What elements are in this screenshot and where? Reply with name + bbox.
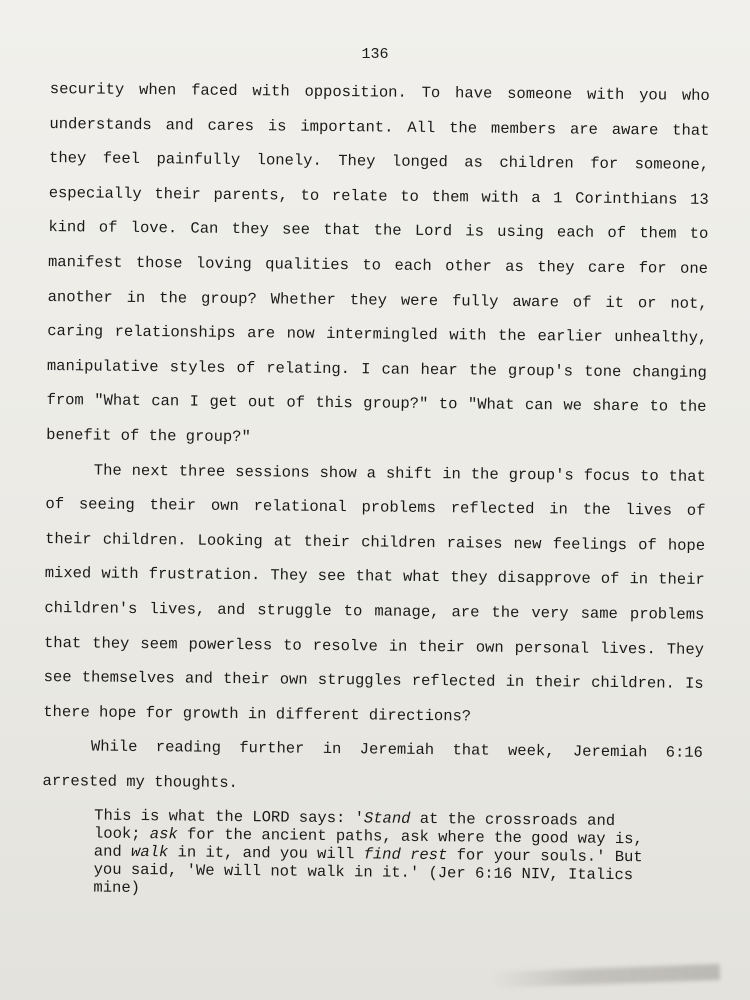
blurred-bleed-through-text	[490, 964, 720, 988]
quote-text-5: for your souls.' But you said, 'We will not walk in it.' (Jer 6:16 NIV, Italics mine)	[93, 846, 643, 898]
quote-italic-ask: ask	[149, 825, 178, 844]
paragraph-jeremiah-intro: While reading further in Jeremiah that week, Jeremiah 6:16 arrested my thoughts.	[42, 737, 703, 792]
quote-text-3: for the ancient paths, ask where the good way is, and	[93, 825, 643, 862]
quote-text-4: in it, and you will	[168, 843, 364, 864]
paragraph-continued: security when faced with opposition. To have someone with you who understands and cares is important. All the members are aware that they feel painfully lonely. They longed as children for someone, especially their parents, to relate to them with a 1 Corinthians 13 kind of love. Can they see that the Lord is using each of them to manifest those loving qualities to each other as they care for one another in the group? Whether they were fully aware of it or not, caring relationships are now intermingled with the earlier unhealthy, manipulative styles of relating. I can hear the group's tone changing from "What can I get out of this group?" to "What can we share to the benefit of the group?"	[46, 79, 710, 447]
page-number: 136	[361, 46, 389, 63]
quote-italic-find-rest: find rest	[363, 845, 448, 865]
block-quote-jeremiah	[93, 807, 654, 903]
quote-text-1: This is what the LORD says: '	[94, 806, 365, 828]
paragraph-sessions-shift: The next three sessions show a shift in the group's focus to that of seeing their own relational problems reflected in the lives of their children. Looking at their children raises new feelings of hope mixed with frustration. They see that what they disapprove of in their children's lives, and struggle to manage, are the very same problems that they seem powerless to resolve in their own personal lives. They see themselves and their own struggles reflected in their children. Is there hope for growth in different directions?	[43, 461, 706, 726]
quote-text-2: at the crossroads and look;	[93, 810, 616, 844]
body-text	[41, 72, 710, 903]
quote-italic-stand: Stand	[363, 809, 411, 829]
quote-italic-walk: walk	[130, 843, 169, 862]
